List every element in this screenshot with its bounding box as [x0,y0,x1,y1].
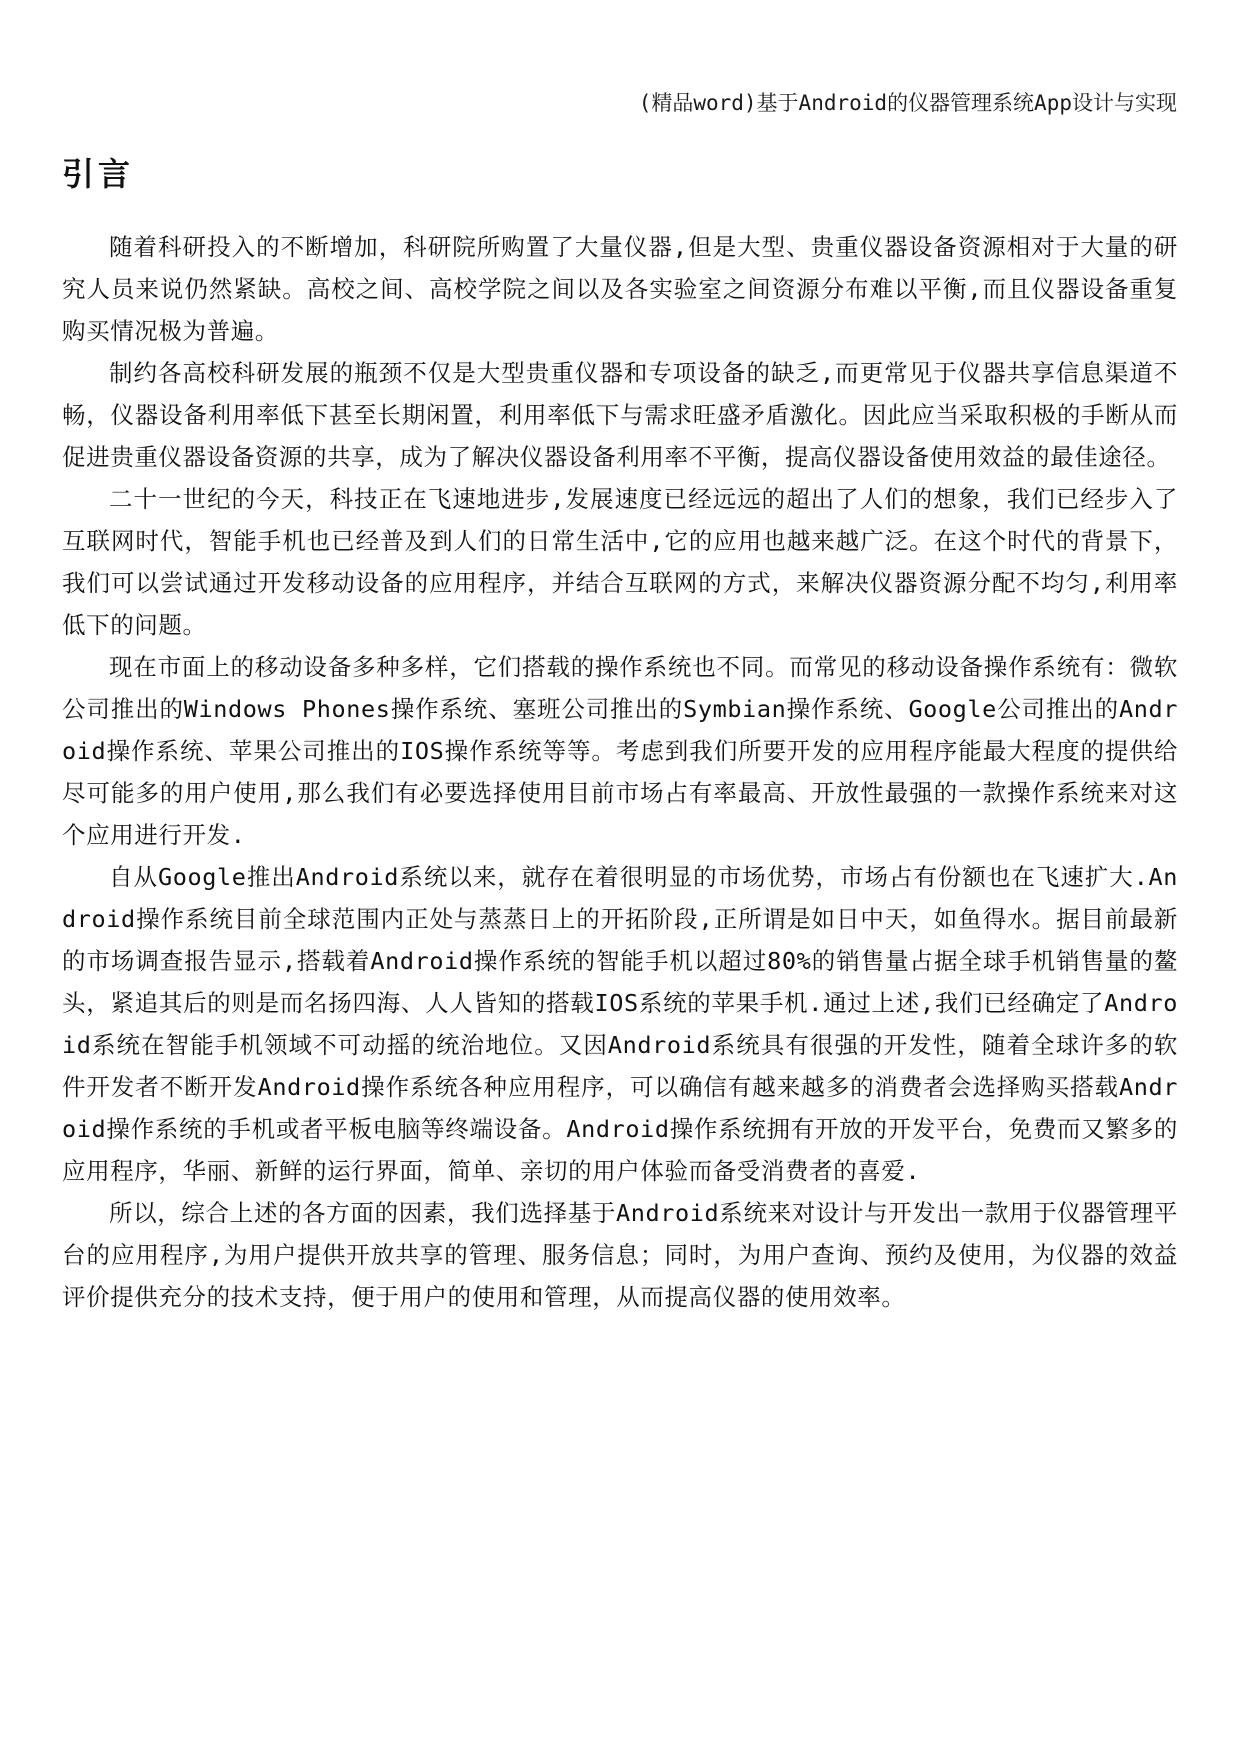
paragraph: 制约各高校科研发展的瓶颈不仅是大型贵重仪器和专项设备的缺乏,而更常见于仪器共享信息渠道不畅，仪器设备利用率低下甚至长期闲置，利用率低下与需求旺盛矛盾激化。因此应当采取积极的手断从而促进贵重仪器设备资源的共享，成为了解决仪器设备利用率不平衡，提高仪器设备使用效益的最佳途径。 [62,359,1178,471]
paragraph: 二十一世纪的今天，科技正在飞速地进步,发展速度已经远远的超出了人们的想象，我们已经步入了互联网时代，智能手机也已经普及到人们的日常生活中,它的应用也越来越广泛。在这个时代的背景下，我们可以尝试通过开发移动设备的应用程序，并结合互联网的方式，来解决仪器资源分配不均匀,利用率低下的问题。 [62,485,1178,639]
paragraph: 自从Google推出Android系统以来，就存在着很明显的市场优势，市场占有份额也在飞速扩大.Android操作系统目前全球范围内正处与蒸蒸日上的开拓阶段,正所谓是如日中天，如鱼得水。据目前最新的市场调查报告显示,搭载着Android操作系统的智能手机以超过80%的销售量占据全球手机销售量的鳌头，紧追其后的则是而名扬四海、人人皆知的搭载IOS系统的苹果手机.通过上述,我们已经确定了Android系统在智能手机领域不可动摇的统治地位。又因Android系统具有很强的开发性，随着全球许多的软件开发者不断开发Android操作系统各种应用程序，可以确信有越来越多的消费者会选择购买搭载Android操作系统的手机或者平板电脑等终端设备。Android操作系统拥有开放的开发平台，免费而又繁多的应用程序，华丽、新鲜的运行界面，简单、亲切的用户体验而备受消费者的喜爱. [62,863,1178,1185]
body-text [62,226,1178,1318]
paragraph: 现在市面上的移动设备多种多样，它们搭载的操作系统也不同。而常见的移动设备操作系统有：微软公司推出的Windows Phones操作系统、塞班公司推出的Symbian操作系统、Google公司推出的Android操作系统、苹果公司推出的IOS操作系统等等。考虑到我们所要开发的应用程序能最大程度的提供给尽可能多的用户使用,那么我们有必要选择使用目前市场占有率最高、开放性最强的一款操作系统来对这个应用进行开发. [62,653,1178,849]
running-header: (精品word)基于Android的仪器管理系统App设计与实现 [638,91,1177,115]
paragraph: 所以，综合上述的各方面的因素，我们选择基于Android系统来对设计与开发出一款用于仪器管理平台的应用程序,为用户提供开放共享的管理、服务信息；同时，为用户查询、预约及使用，为仪器的效益评价提供充分的技术支持，便于用户的使用和管理，从而提高仪器的使用效率。 [62,1199,1178,1311]
paragraph: 随着科研投入的不断增加，科研院所购置了大量仪器,但是大型、贵重仪器设备资源相对于大量的研究人员来说仍然紧缺。高校之间、高校学院之间以及各实验室之间资源分布难以平衡,而且仪器设备重复购买情况极为普遍。 [62,233,1178,345]
section-title: 引言 [62,155,135,193]
